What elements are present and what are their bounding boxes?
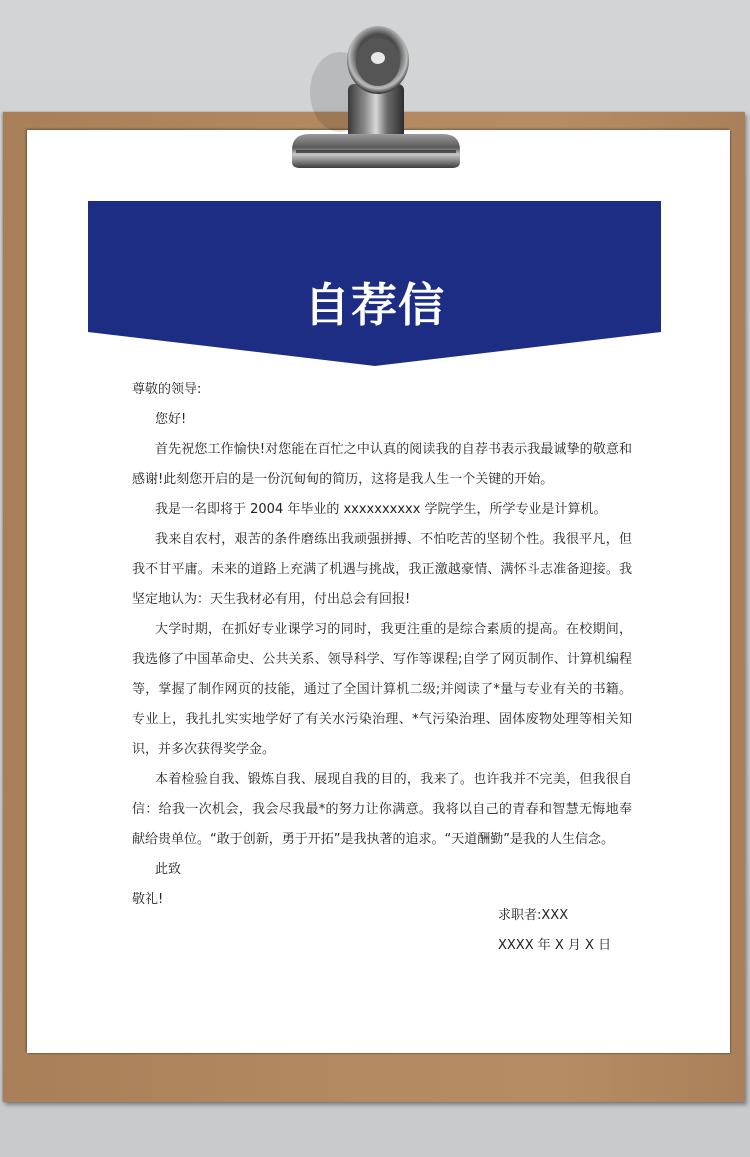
- paragraph-4: 大学时期，在抓好专业课学习的同时，我更注重的是综合素质的提高。在校期间，我选修了中国革命史、公共关系、领导科学、写作等课程;自学了网页制作、计算机编程等，掌握了制作网页的技能，通过了全国计算机二级;并阅读了*量与专业有关的书籍。专业上，我扎扎实实地学好了有关水污染治理、*气污染治理、固体废物处理等相关知识，并多次获得奖学金。: [132, 622, 632, 757]
- salutation: 尊敬的领导:: [132, 382, 202, 397]
- page-title: 自荐信: [304, 278, 445, 332]
- paragraph-1: 首先祝您工作愉快!对您能在百忙之中认真的阅读我的自荐书表示我最诚挚的敬意和感谢!此刻您开启的是一份沉甸甸的简历，这将是我人生一个关键的开始。: [132, 442, 632, 487]
- closing-line-1: 此致: [155, 862, 182, 877]
- letter-body: [132, 375, 632, 915]
- closing-line-2: 敬礼!: [132, 892, 164, 907]
- greeting: 您好!: [155, 412, 187, 427]
- paragraph-2: 我是一名即将于 2004 年毕业的 xxxxxxxxxx 学院学生，所学专业是计算机。: [155, 502, 607, 517]
- paragraph-3: 我来自农村，艰苦的条件磨练出我顽强拼搏、不怕吃苦的坚韧个性。我很平凡，但我不甘平庸。未来的道路上充满了机遇与挑战，我正激越豪情、满怀斗志准备迎接。我坚定地认为：天生我材必有用，付出总会有回报!: [132, 532, 632, 607]
- paragraph-5: 本着检验自我、锻炼自我、展现自我的目的，我来了。也许我并不完美，但我很自信：给我一次机会，我会尽我最*的努力让你满意。我将以自己的青春和智慧无悔地奉献给贵单位。“敢于创新，勇于开拓”是我执著的追求。“天道酬勤”是我的人生信念。: [132, 772, 632, 847]
- binder-clip-icon: [280, 22, 470, 172]
- letter-paper: [27, 130, 730, 1053]
- date: XXXX 年 X 月 X 日: [498, 938, 612, 953]
- title-banner: [88, 201, 661, 365]
- signature: 求职者:XXX: [498, 908, 569, 923]
